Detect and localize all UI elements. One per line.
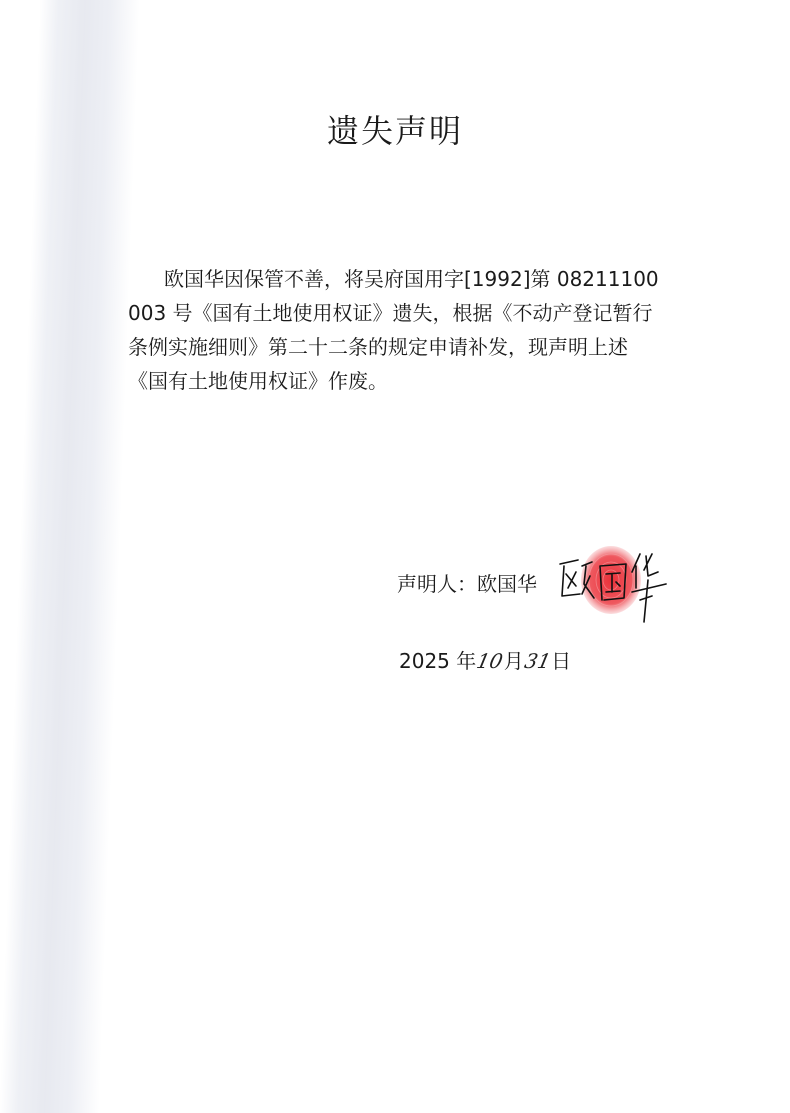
signature-with-fingerprint-seal: [548, 536, 678, 628]
statement-date: [399, 645, 571, 674]
statement-body: [128, 262, 676, 398]
body-line: 欧国华因保管不善，将吴府国用字[1992]第 08211100: [164, 267, 659, 291]
date-year: 2025: [399, 649, 450, 673]
date-month-handwritten: 10: [474, 649, 506, 673]
date-day-handwritten: 31: [522, 649, 553, 673]
scan-shadow-strip: [0, 0, 140, 1113]
declarant-line: [397, 568, 537, 597]
declarant-label: 声明人：: [397, 572, 477, 596]
body-line: 003 号《国有土地使用权证》遗失，根据《不动产登记暂行: [128, 301, 653, 325]
date-year-unit: 年: [449, 649, 477, 673]
body-line: 条例实施细则》第二十二条的规定申请补发，现声明上述: [128, 335, 628, 359]
fingerprint-seal: [581, 546, 641, 614]
date-day-unit: 日: [551, 649, 572, 673]
declarant-name: 欧国华: [477, 572, 537, 596]
body-line: 《国有土地使用权证》作废。: [128, 369, 388, 393]
date-month-unit: 月: [503, 649, 524, 673]
page-title: 遗失声明: [326, 112, 463, 150]
